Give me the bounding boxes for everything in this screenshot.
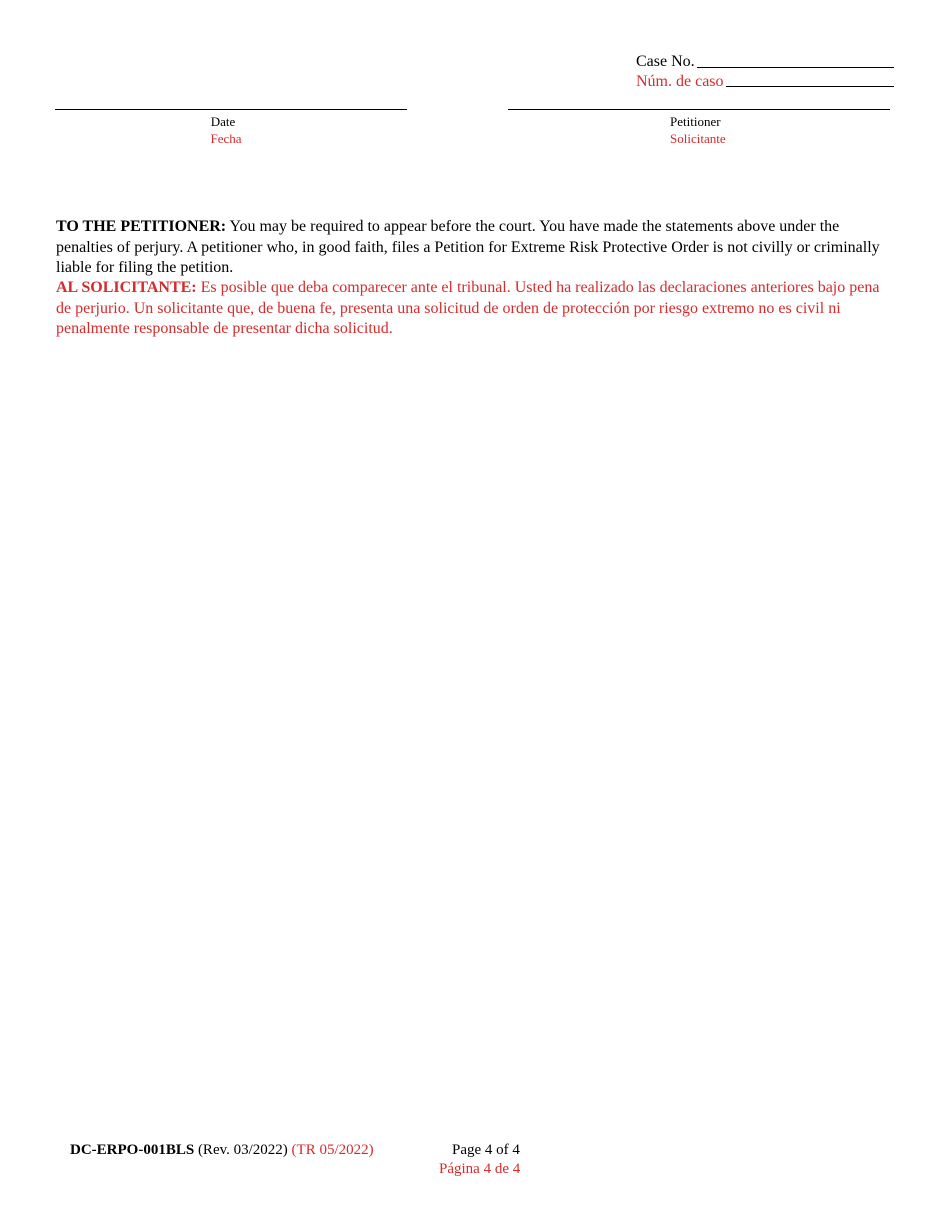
petitioner-notice-es: [56, 278, 896, 340]
case-number-label-es: Núm. de caso: [636, 73, 724, 90]
petitioner-notice-en: [56, 217, 896, 279]
page-number-es: Página 4 de 4: [439, 1161, 521, 1177]
form-revision: (Rev. 03/2022): [194, 1142, 288, 1158]
notice-heading-en: TO THE PETITIONER:: [56, 218, 227, 235]
page-number: Page 4 of 4: [452, 1142, 520, 1158]
case-number-field-es-line: [726, 86, 894, 87]
notice-heading-es: AL SOLICITANTE:: [56, 279, 197, 296]
form-number: DC-ERPO-001BLS: [70, 1142, 195, 1158]
notice-text-es: Es posible que deba comparecer ante el tribunal. Usted ha realizado las declaraciones anteriores bajo pena de perjurio. Un solicitante que, de buena fe, presenta una solicitud de orden de protección por riesgo extremo no es civil ni penalmente responsable de presentar dicha solicitud.: [56, 279, 880, 337]
petitioner-signature-line[interactable]: [508, 109, 890, 110]
date-signature-line[interactable]: [55, 109, 407, 110]
petitioner-label-es: Solicitante: [670, 131, 726, 146]
petitioner-label: Petitioner: [670, 114, 721, 129]
case-number-field[interactable]: [697, 67, 894, 68]
date-label-es: Fecha: [210, 131, 242, 146]
notice-text-en: You may be required to appear before the court. You have made the statements above under the penalties of perjury. A petitioner who, in good faith, files a Petition for Extreme Risk Protective Order is not civilly or criminally liable for filing the petition.: [56, 218, 880, 276]
form-translation-revision: (TR 05/2022): [287, 1142, 374, 1158]
case-number-label: Case No.: [636, 53, 695, 70]
form-id: [70, 1141, 374, 1159]
date-label: Date: [210, 114, 236, 129]
